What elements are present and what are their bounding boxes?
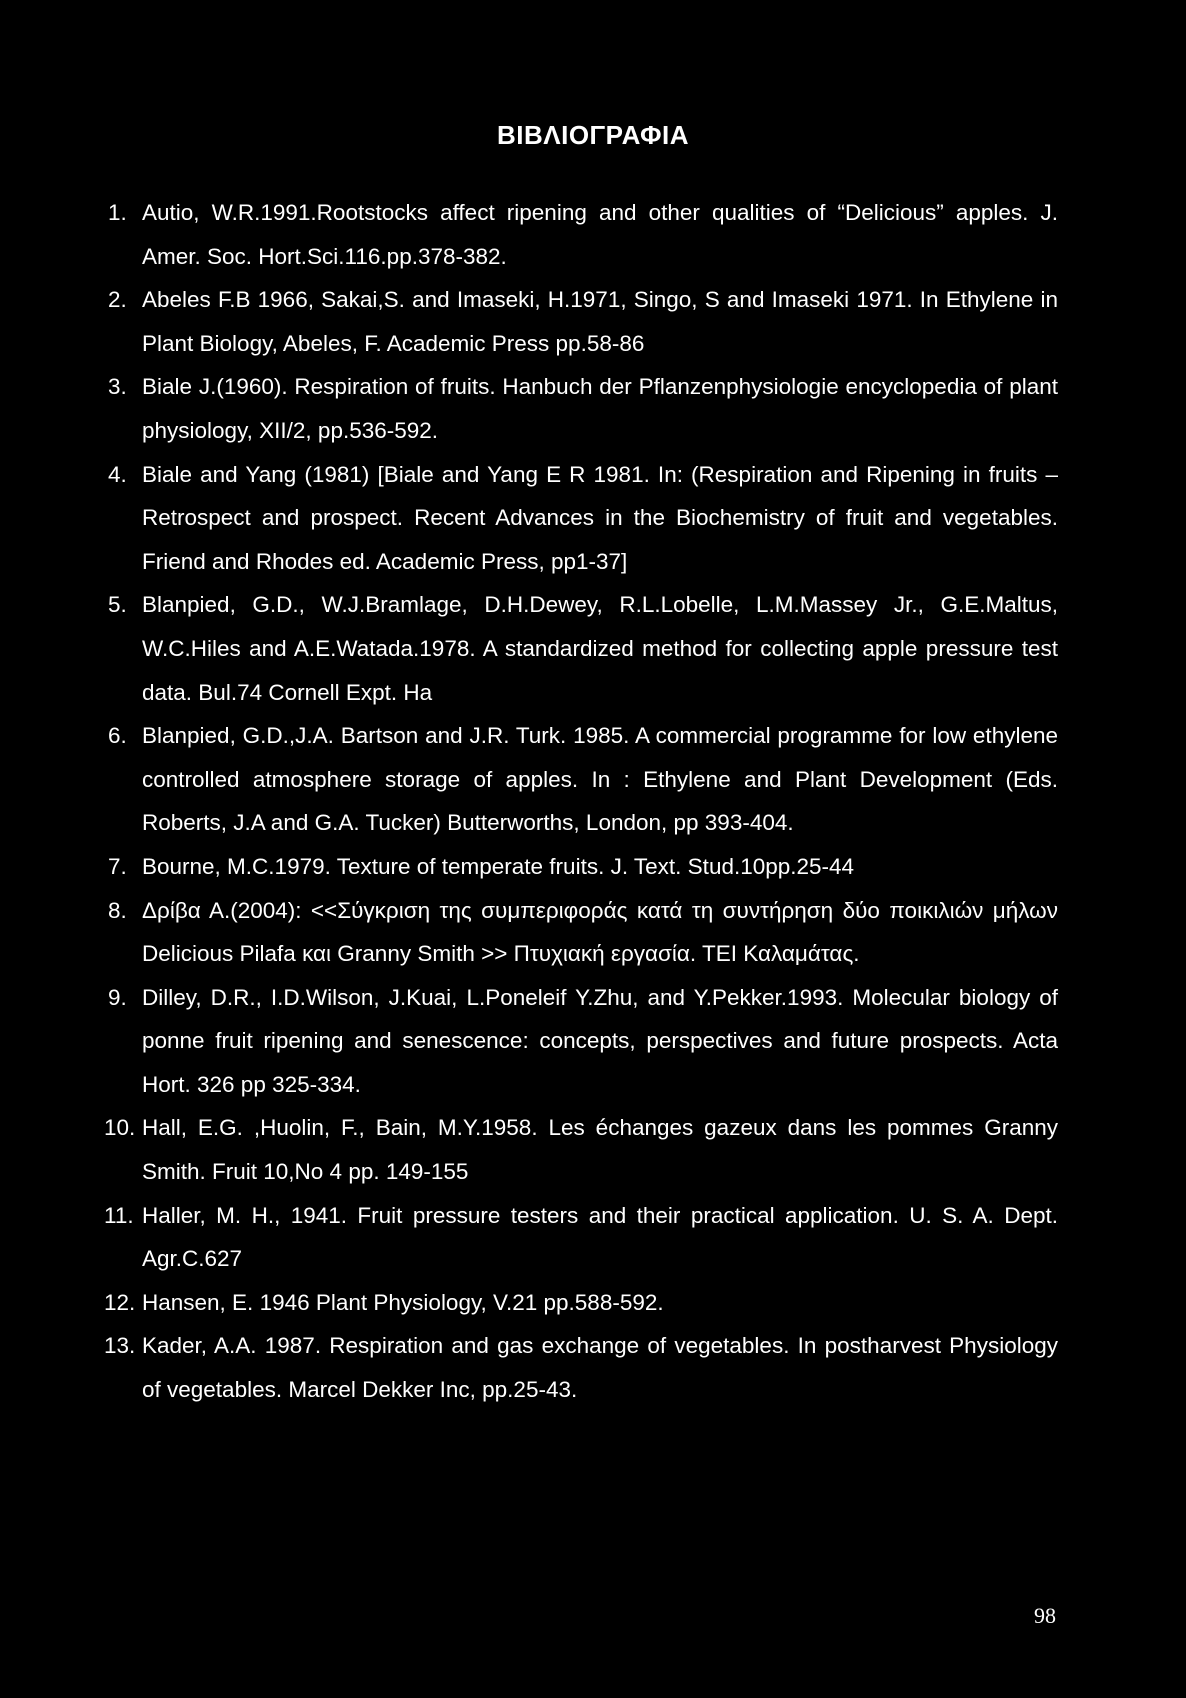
reference-number: 2.: [108, 287, 127, 313]
reference-text: Abeles F.B 1966, Sakai,S. and Imaseki, H.1971, Singo, S and Imaseki 1971. In Ethylene in Plant Biology, Abeles, F. Academic Press pp.58-86: [142, 287, 1058, 356]
reference-number: 10.: [104, 1115, 136, 1141]
reference-text: Dilley, D.R., I.D.Wilson, J.Kuai, L.Poneleif Y.Zhu, and Y.Pekker.1993. Molecular biology of ponne fruit ripening and senescence: concepts, perspectives and future prospects. Acta Hort. 326 pp 325-334.: [142, 984, 1058, 1097]
reference-item-9: [108, 976, 1058, 1107]
reference-number: 7.: [108, 853, 127, 879]
reference-number: 6.: [108, 723, 127, 749]
reference-text: Hansen, E. 1946 Plant Physiology, V.21 pp.588-592.: [142, 1289, 664, 1315]
reference-item-2: [108, 278, 1058, 365]
reference-text: Biale J.(1960). Respiration of fruits. Hanbuch der Pflanzenphysiologie encyclopedia of plant physiology, XII/2, pp.536-592.: [142, 374, 1058, 443]
reference-text: Blanpied, G.D., W.J.Bramlage, D.H.Dewey, R.L.Lobelle, L.M.Massey Jr., G.E.Maltus, W.C.Hiles and A.E.Watada.1978. A standardized method for collecting apple pressure test data. Bul.74 Cornell Expt. Ha: [142, 592, 1058, 705]
reference-item-13: [104, 1324, 1058, 1411]
reference-number: 4.: [108, 461, 127, 487]
reference-item-8: [108, 889, 1058, 976]
reference-number: 12.: [104, 1289, 136, 1315]
reference-text: Haller, M. H., 1941. Fruit pressure testers and their practical application. U. S. A. Dept. Agr.C.627: [142, 1202, 1058, 1272]
reference-number: 11.: [104, 1202, 134, 1228]
reference-number: 8.: [108, 897, 127, 923]
reference-item-11: [104, 1194, 1058, 1281]
reference-item-10: [104, 1106, 1058, 1193]
reference-text: Hall, E.G. ,Huolin, F., Bain, M.Y.1958. Les échanges gazeux dans les pommes Granny Smith. Fruit 10,No 4 pp. 149-155: [142, 1115, 1058, 1185]
reference-list: [104, 191, 1058, 1412]
reference-item-5: [108, 583, 1058, 714]
reference-item-6: [108, 714, 1058, 845]
reference-text: Biale and Yang (1981) [Biale and Yang E R 1981. In: (Respiration and Ripening in fruits – Retrospect and prospect. Recent Advances in the Biochemistry of fruit and vegetables. Friend and Rhodes ed. Academic Press, pp1-37]: [142, 461, 1058, 574]
reference-text: Δρίβα Α.(2004): <<Σύγκριση της συμπεριφοράς κατά τη συντήρηση δύο ποικιλιών μήλων Delicious Pilafa και Granny Smith >> Πτυχιακή εργασία. ΤΕΙ Καλαμάτας.: [142, 897, 1058, 967]
reference-number: 3.: [108, 374, 127, 400]
page-title: ΒΙΒΛΙΟΓΡΑΦΙΑ: [496, 120, 690, 151]
reference-text: Blanpied, G.D.,J.A. Bartson and J.R. Turk. 1985. A commercial programme for low ethylene controlled atmosphere storage of apples. In : Ethylene and Plant Development (Eds. Roberts, J.A and G.A. Tucker) Butterworths, London, pp 393-404.: [142, 723, 1058, 836]
reference-number: 13.: [104, 1333, 136, 1359]
reference-item-3: [108, 365, 1058, 452]
reference-item-4: [108, 453, 1058, 584]
reference-text: Autio, W.R.1991.Rootstocks affect ripening and other qualities of “Delicious” apples. J. Amer. Soc. Hort.Sci.116.pp.378-382.: [142, 200, 1058, 269]
reference-text: Bourne, M.C.1979. Texture of temperate fruits. J. Text. Stud.10pp.25-44: [142, 853, 855, 879]
reference-number: 9.: [108, 984, 127, 1010]
reference-item-12: [104, 1281, 1058, 1325]
reference-number: 1.: [108, 200, 127, 225]
reference-item-7: [108, 845, 1058, 889]
page-number: 98: [1034, 1603, 1056, 1628]
reference-number: 5.: [108, 592, 127, 618]
reference-text: Kader, A.A. 1987. Respiration and gas exchange of vegetables. In postharvest Physiology of vegetables. Marcel Dekker Inc, pp.25-43.: [142, 1333, 1058, 1403]
reference-item-1: [108, 191, 1058, 278]
